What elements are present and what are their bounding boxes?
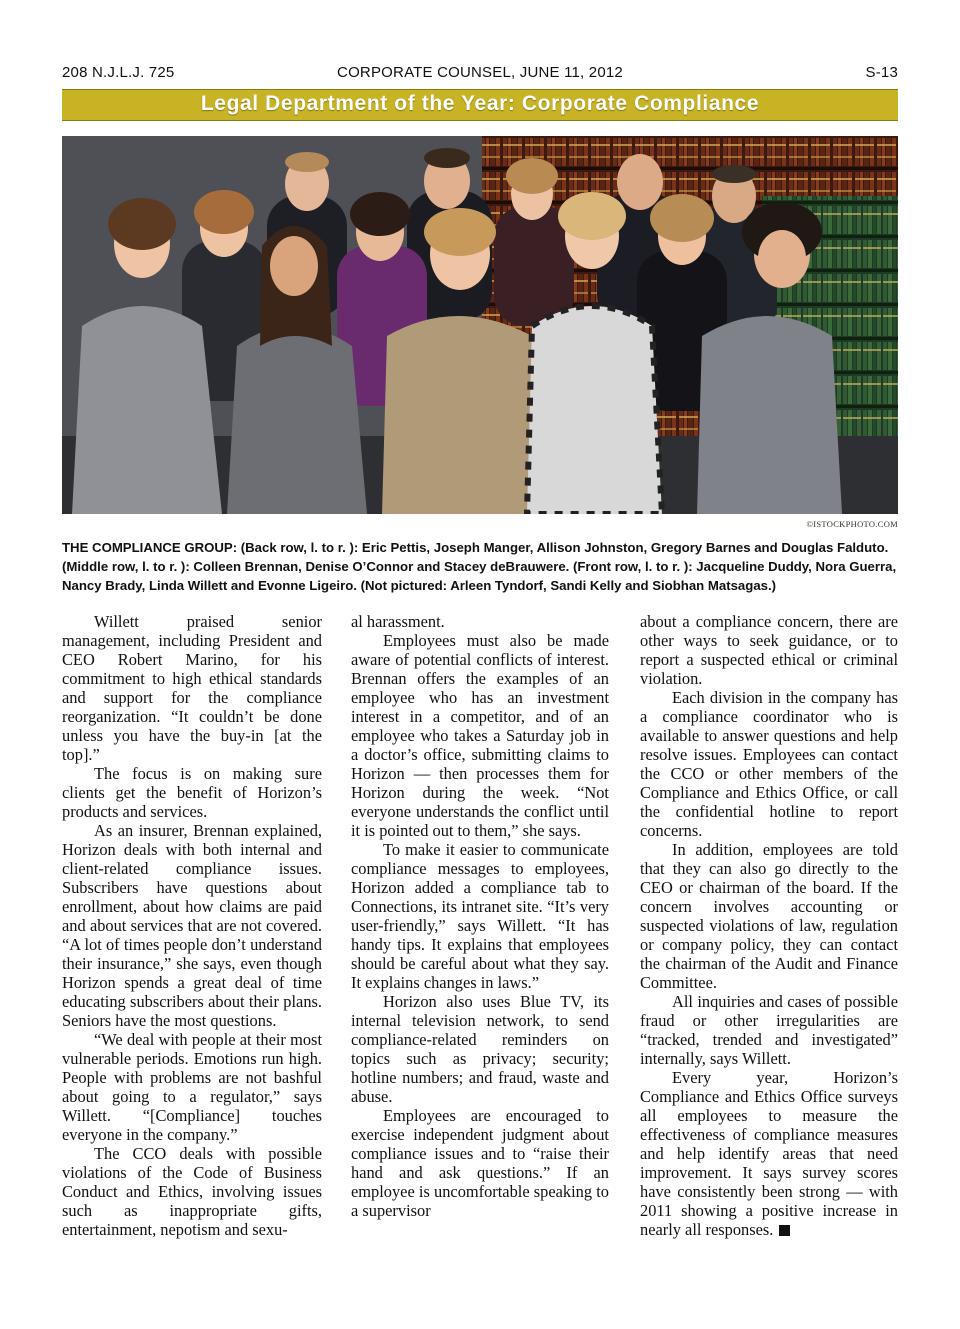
end-of-article-icon — [779, 1225, 790, 1236]
paragraph: Each division in the company has a compliance coordinator who is available to answer questions and help resolve issues. Employees can contact the CCO or other members of the Compliance and Ethics Office, or call the confidential hotline to report concerns. — [640, 688, 898, 840]
citation: 208 N.J.L.J. 725 — [62, 64, 175, 81]
article-column-2 — [351, 612, 609, 1220]
article-column-3 — [640, 612, 898, 1239]
photo-credit: ©ISTOCKPHOTO.COM — [806, 519, 898, 529]
article-column-1 — [62, 612, 322, 1239]
paragraph-continued: al harassment. — [351, 612, 445, 631]
paragraph: Horizon also uses Blue TV, its internal television network, to send compliance-related reminders on topics such as privacy; security; hotline numbers; and fraud, waste and abuse. — [351, 992, 609, 1106]
paragraph: Willett praised senior management, including President and CEO Robert Marino, for his commitment to high ethical standards and support for the compliance reorganization. “It couldn’t be done unless you have the buy-in [at the top].” — [62, 612, 322, 764]
paragraph: The CCO deals with possible violations of the Code of Business Conduct and Ethics, involving issues such as inappropriate gifts, entertainment, nepotism and sexu- — [62, 1144, 322, 1239]
group-photo-illustration — [62, 136, 898, 514]
banner-title: Legal Department of the Year: Corporate Compliance — [200, 92, 760, 115]
paragraph-text: Every year, Horizon’s Compliance and Ethics Office surveys all employees to measure the effectiveness of compliance measures and help identify areas that need improvement. It says survey scores have consistently been strong — with 2011 showing a positive increase in nearly all responses. — [640, 1068, 898, 1239]
paragraph: “We deal with people at their most vulnerable periods. Emotions run high. People with problems are not bashful about going to a regulator,” says Willett. “[Compliance] touches everyone in the company.” — [62, 1030, 322, 1144]
page-number: S-13 — [865, 64, 898, 81]
page-header — [62, 64, 898, 86]
paragraph: In addition, employees are told that they can also go directly to the CEO or chairman of the board. If the concern involves accounting or suspected violations of law, regulation or company policy, they can contact the chairman of the Audit and Finance Committee. — [640, 840, 898, 992]
paragraph: To make it easier to communicate compliance messages to employees, Horizon added a compliance tab to Connections, its intranet site. “It’s very user-friendly,” says Willett. “It has handy tips. It explains that employees should be careful about what they say. It explains changes in laws.” — [351, 840, 609, 992]
photo-caption: THE COMPLIANCE GROUP: (Back row, l. to r. ): Eric Pettis, Joseph Manger, Allison Johnston, Gregory Barnes and Douglas Falduto. (Middle row, l. to r. ): Colleen Brennan, Denise O’Connor and Stacey deBrauwere. (Front row, l. to r. ): Jacqueline Duddy, Nora Guerra, Nancy Brady, Linda Willett and Evonne Ligeiro. (Not pictured: Arleen Tyndorf, Sandi Kelly and Siobhan Matsagas.) — [62, 540, 897, 593]
group-photo — [62, 136, 898, 514]
publication-date: CORPORATE COUNSEL, JUNE 11, 2012 — [337, 64, 623, 81]
paragraph: Employees are encouraged to exercise independent judgment about compliance issues and to “raise their hand and ask questions.” If an employee is uncomfortable speaking to a supervisor — [351, 1106, 609, 1220]
section-banner — [62, 89, 898, 121]
paragraph-continued: about a compliance concern, there are other ways to seek guidance, or to report a suspected ethical or criminal violation. — [640, 612, 898, 688]
paragraph: As an insurer, Brennan explained, Horizon deals with both internal and client-related compliance issues. Subscribers have questions about enrollment, about how claims are paid and about services that are not covered. “A lot of times people don’t understand their insurance,” she says, even though Horizon spends a great deal of time educating subscribers about their plans. Seniors have the most questions. — [62, 821, 322, 1030]
paragraph: Employees must also be made aware of potential conflicts of interest. Brennan offers the examples of an employee who has an investment interest in a competitor, and of an employee who takes a Saturday job in a doctor’s office, submitting claims to Horizon — then processes them for Horizon during the week. “Not everyone understands the conflict until it is pointed out to them,” she says. — [351, 631, 609, 840]
paragraph: All inquiries and cases of possible fraud or other irregularities are “tracked, trended and investigated” internally, says Willett. — [640, 992, 898, 1068]
paragraph: The focus is on making sure clients get the benefit of Horizon’s products and services. — [62, 764, 322, 821]
paragraph-last — [640, 1068, 898, 1239]
